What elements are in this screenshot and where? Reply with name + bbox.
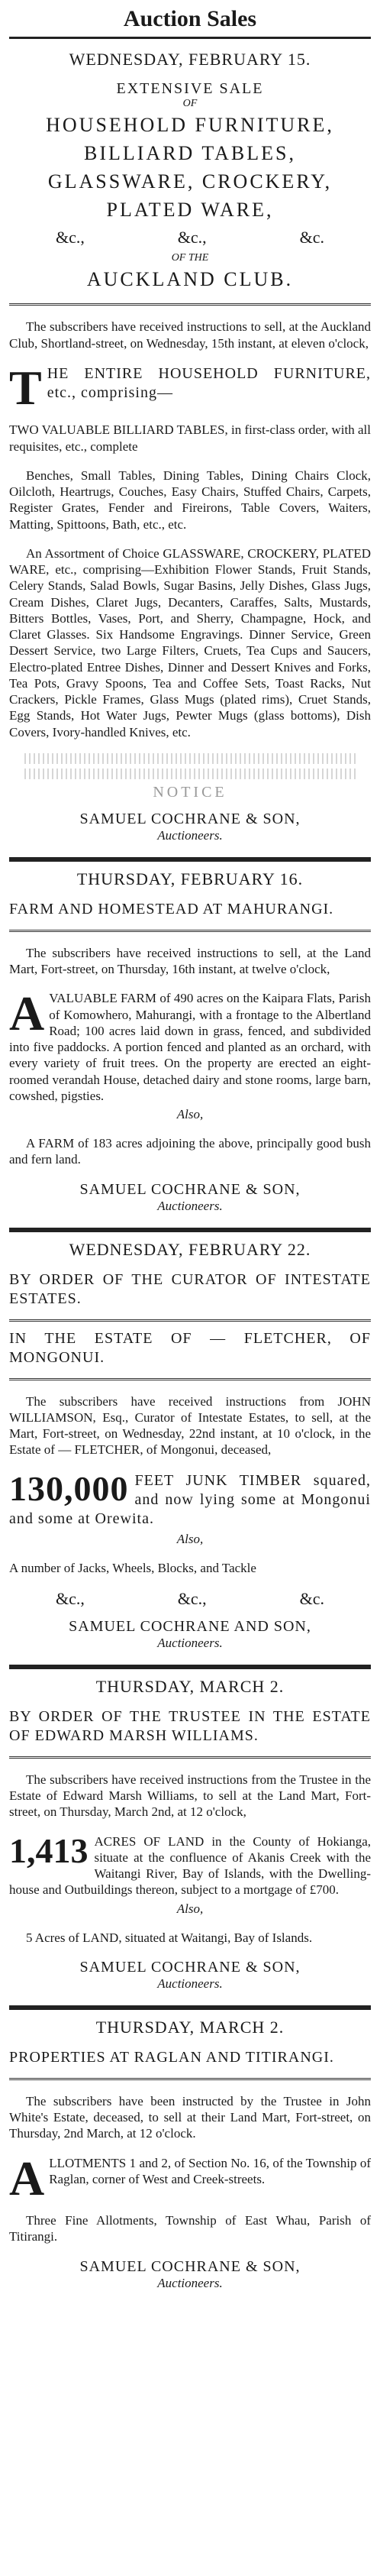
ad-paragraph: 5 Acres of LAND, situated at Waitangi, Bay of Islands.	[26, 1930, 313, 1945]
divider	[9, 1228, 371, 1232]
ad-paragraph: TWO VALUABLE BILLIARD TABLES, in first-class order, with all requisites, etc., complete	[9, 422, 371, 454]
etc: &c.,	[55, 1588, 85, 1608]
divider	[9, 1319, 371, 1322]
auction-ad-mahurangi	[9, 869, 371, 1214]
auctioneer-name: SAMUEL COCHRANE AND SON,	[69, 1617, 311, 1635]
ad-paragraph	[9, 986, 371, 1104]
auction-ad-auckland-club	[9, 50, 371, 843]
ad-text: LLOTMENTS 1 and 2, of Section No. 16, of the Township of Raglan, corner of West and Creek-streets.	[49, 2155, 371, 2186]
ad-date: THURSDAY, FEBRUARY 16.	[76, 869, 304, 888]
timber-quantity: 130,000	[9, 1468, 129, 1508]
etc-row	[9, 228, 371, 248]
faded-print	[24, 769, 356, 779]
ad-headline: FARM AND HOMESTEAD AT MAHURANGI.	[9, 900, 334, 917]
also-label: Also,	[176, 1531, 204, 1546]
auction-ad-raglan-titirangi	[9, 2018, 371, 2291]
ad-headline: BY ORDER OF THE TRUSTEE IN THE ESTATE OF EDWARD MARSH WILLIAMS.	[9, 1707, 371, 1744]
ad-date: WEDNESDAY, FEBRUARY 15.	[69, 50, 311, 69]
faded-print	[24, 753, 356, 764]
ad-line: GLASSWARE, CROCKERY,	[47, 170, 333, 193]
notice-watermark: NOTICE	[153, 783, 227, 801]
ad-paragraph: The subscribers have received instructions to sell, at the Auckland Club, Shortland-street, on Wednesday, 15th instant, at eleven o'clock,	[9, 319, 371, 351]
auctioneer-title: Auctioneers.	[157, 1976, 223, 1991]
also-label: Also,	[176, 1107, 204, 1122]
auctioneer-title: Auctioneers.	[157, 1198, 223, 1213]
etc: &c.,	[177, 228, 207, 248]
ad-line: OF	[182, 98, 198, 109]
auctioneer-title: Auctioneers.	[157, 1635, 223, 1650]
etc: &c.,	[55, 228, 85, 248]
ad-date: WEDNESDAY, FEBRUARY 22.	[69, 1239, 311, 1259]
etc-row	[9, 1589, 371, 1609]
ad-text: HE ENTIRE HOUSEHOLD FURNITURE, etc., comprising—	[47, 364, 371, 401]
ad-paragraph	[9, 1468, 371, 1529]
divider	[9, 2005, 371, 2010]
ad-paragraph: A number of Jacks, Wheels, Blocks, and Tackle	[9, 1560, 256, 1575]
ad-text: VALUABLE FARM of 490 acres on the Kaipara Flats, Parish of Komowhero, Mahurangi, with a frontage to the Albertland Road; 100 acres laid down in grass, fenced, and subdivided into five paddocks. A portion fenced and planted as an orchard, with every variety of fruit trees. On the property are erected an eight-roomed verandah House, detached dairy and stone rooms, large barn, cowshed, pigsties.	[9, 991, 371, 1103]
ad-line: EXTENSIVE SALE	[116, 80, 264, 97]
divider	[9, 930, 371, 932]
auctioneer-title: Auctioneers.	[157, 827, 223, 843]
ad-paragraph	[9, 360, 371, 415]
etc: &c.	[299, 1588, 325, 1608]
ad-headline: PROPERTIES AT RAGLAN AND TITIRANGI.	[9, 2048, 334, 2066]
ad-paragraph: The subscribers have received instructions from JOHN WILLIAMSON, Esq., Curator of Intestate Estates, to sell, at the Mart, Fort-street, on Wednesday, 22nd instant, at 10 o'clock, in the Estate of — FLETCHER, of Mongonui, deceased,	[9, 1393, 371, 1458]
drop-cap: A	[9, 2150, 45, 2205]
ad-line: OF THE	[171, 252, 209, 264]
ad-line: AUCKLAND CLUB.	[86, 268, 294, 291]
etc: &c.,	[177, 1588, 207, 1608]
ad-paragraph: Three Fine Allotments, Township of East Whau, Parish of Titirangi.	[9, 2213, 371, 2244]
auctioneer-name: SAMUEL COCHRANE & SON,	[79, 2257, 301, 2275]
masthead: Auction Sales	[9, 0, 371, 39]
ad-headline: BY ORDER OF THE CURATOR OF INTESTATE ESTATES.	[9, 1270, 371, 1307]
divider	[9, 1378, 371, 1380]
etc: &c.	[299, 228, 325, 248]
auctioneer-name: SAMUEL COCHRANE & SON,	[79, 1958, 301, 1976]
drop-cap: T	[9, 360, 43, 415]
ad-text: ACRES OF LAND in the County of Hokianga, situate at the confluence of Akanis Creek with the Waitangi River, Bay of Islands, with the Dwelling-house and Outbuildings thereon, subject to a mortgage of £700.	[9, 1833, 371, 1898]
divider	[9, 303, 371, 306]
auctioneer-title: Auctioneers.	[157, 2275, 223, 2290]
divider	[9, 1665, 371, 1669]
ad-line: BILLIARD TABLES,	[84, 142, 296, 165]
ad-line: HOUSEHOLD FURNITURE,	[46, 114, 334, 136]
ad-date: THURSDAY, MARCH 2.	[95, 2017, 285, 2037]
ad-headline: IN THE ESTATE OF — FLETCHER, OF MONGONUI.	[9, 1329, 371, 1366]
ad-text: FEET JUNK TIMBER squared, and now lying some at Mongonui and some at Orewita.	[9, 1471, 371, 1527]
ad-date: THURSDAY, MARCH 2.	[95, 1676, 285, 1696]
ad-paragraph	[9, 1830, 371, 1898]
divider	[9, 1756, 371, 1759]
ad-line: PLATED WARE,	[106, 199, 274, 222]
ad-paragraph: A FARM of 183 acres adjoining the above, principally good bush and fern land.	[9, 1136, 371, 1167]
auctioneer-name: SAMUEL COCHRANE & SON,	[79, 1180, 301, 1198]
ad-paragraph: The subscribers have received instructions from the Trustee in the Estate of Edward Marsh Williams, to sell at the Land Mart, Fort-street, on Thursday, March 2nd, at 12 o'clock,	[9, 1772, 371, 1820]
auction-ad-williams-estate	[9, 1677, 371, 1992]
ad-paragraph: Benches, Small Tables, Dining Tables, Dining Chairs Clock, Oilcloth, Heartrugs, Couches, Easy Chairs, Stuffed Chairs, Carpets, Register Grates, Fender and Fireirons, Table Covers, Waiters, Matting, Spittoons, Bath, etc., etc.	[9, 468, 371, 532]
divider	[9, 2078, 371, 2080]
auction-ad-fletcher-estate	[9, 1240, 371, 1651]
ad-paragraph	[9, 2150, 371, 2205]
ad-paragraph: The subscribers have been instructed by the Trustee in John White's Estate, deceased, to sell at their Land Mart, Fort-street, on Thursday, 2nd March, at 12 o'clock.	[9, 2093, 371, 2141]
auctioneer-name: SAMUEL COCHRANE & SON,	[79, 810, 301, 827]
acreage: 1,413	[9, 1830, 89, 1870]
ad-paragraph: An Assortment of Choice GLASSWARE, CROCKERY, PLATED WARE, etc., comprising—Exhibition Flower Stands, Fruit Stands, Celery Stands, Salad Bowls, Sugar Basins, Jelly Dishes, Glass Jugs, Cream Dishes, Claret Jugs, Decanters, Caraffes, Salts, Mustards, Bitters Bottles, Vases, Port, and Sherry, Champagne, Hock, and Claret Glasses. Six Handsome Engravings. Dinner Service, Green Dessert Service, two Large Filters, Cruets, Tea Cups and Saucers, Electro-plated Entree Dishes, Dinner and Dessert Knives and Forks, Tea Pots, Gravy Spoons, Tea and Coffee Sets, Toast Racks, Nut Crackers, Pickle Frames, Glass Mugs (plated rims), Cruet Stands, Egg Stands, Hot Water Jugs, Pewter Mugs (glass bottoms), Dish Covers, Ivory-handled Knives, etc.	[9, 545, 371, 739]
ad-paragraph: The subscribers have received instructions to sell, at the Land Mart, Fort-street, on Thursday, 16th instant, at twelve o'clock,	[9, 945, 371, 977]
divider	[9, 857, 371, 862]
drop-cap: A	[9, 986, 45, 1041]
also-label: Also,	[176, 1901, 204, 1916]
